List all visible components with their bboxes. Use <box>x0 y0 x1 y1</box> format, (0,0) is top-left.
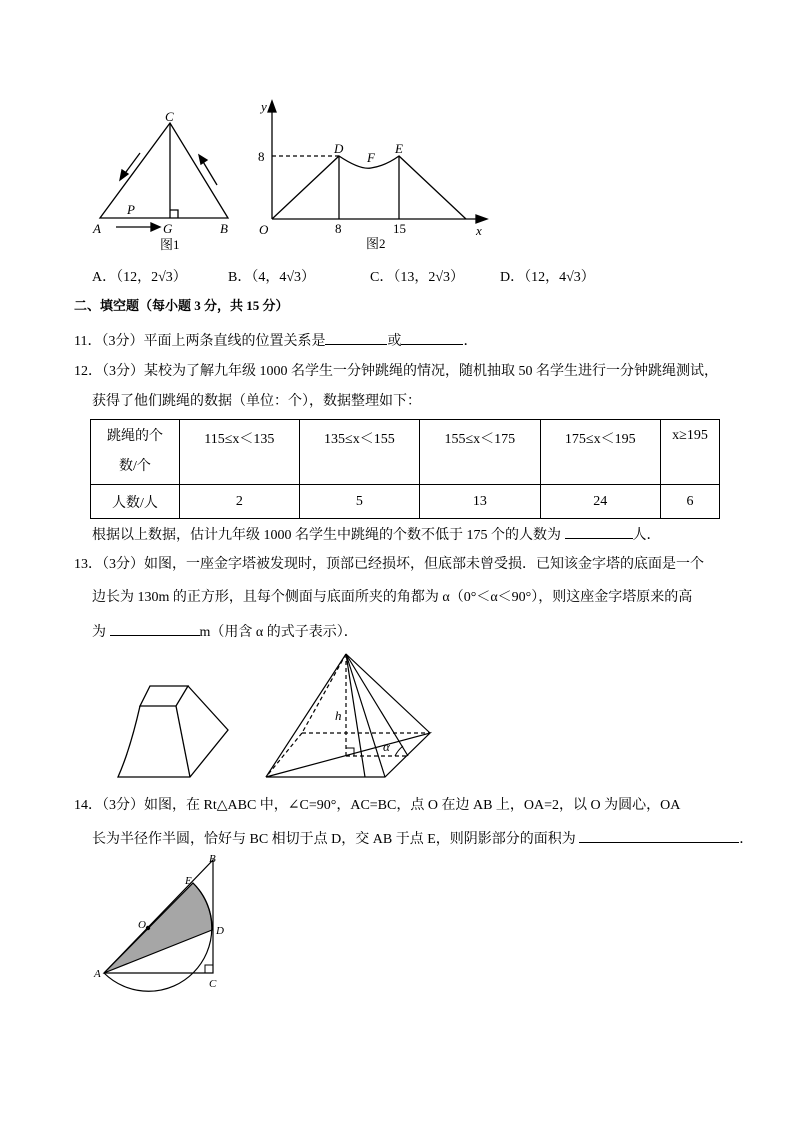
figure-2-graph <box>268 101 487 223</box>
pyramid-figure <box>266 654 430 777</box>
fig2-caption: 图2 <box>366 236 386 251</box>
question-12-line3: 根据以上数据，估计九年级 1000 名学生中跳绳的个数不低于 175 个的人数为 人． <box>92 524 661 546</box>
question-11: 11．（3分）平面上两条直线的位置关系是 或 ． <box>74 330 477 352</box>
fig1-caption: 图1 <box>160 237 180 252</box>
alpha-label: α <box>383 739 390 754</box>
label-a: A <box>93 221 101 236</box>
question-12-line1: 12．（3分）某校为了解九年级 1000 名学生一分钟跳绳的情况，随机抽取 50 名学生进行一分钟跳绳测试， <box>74 364 718 379</box>
option-d: D．（12，4√3） <box>500 270 595 285</box>
semicircle-figure <box>104 860 213 991</box>
label-p: P <box>127 202 135 217</box>
label-e: E <box>185 875 192 887</box>
label-b: B <box>220 221 228 236</box>
shaded-region <box>104 883 212 973</box>
label-b: B <box>209 853 216 865</box>
answer-blank[interactable] <box>325 330 387 345</box>
y-tick-8: 8 <box>258 149 265 164</box>
origin-label: O <box>259 222 269 237</box>
answer-blank[interactable] <box>110 621 200 636</box>
arrow-bc <box>202 160 217 185</box>
x-tick-8: 8 <box>335 221 342 236</box>
question-14-line2: 长为半径作半圆，恰好与 BC 相切于点 D，交 AB 于点 E，则阴影部分的面积为 ． <box>92 828 753 850</box>
answer-blank[interactable] <box>565 524 633 539</box>
question-14-line1: 14．（3分）如图，在 Rt△ABC 中，∠C=90°，AC=BC，点 O 在边 AB 上，OA=2，以 O 为圆心，OA <box>74 798 681 813</box>
label-o: O <box>138 919 146 931</box>
table-row: 人数/人 2 5 13 24 6 <box>91 485 720 519</box>
figure-1-triangle <box>100 123 228 231</box>
option-a: A．（12，2√3） <box>92 270 187 285</box>
label-f: F <box>367 150 375 165</box>
label-c: C <box>209 978 217 990</box>
section-title: 二、填空题（每小题 3 分，共 15 分） <box>74 298 289 313</box>
question-13-line3: 为 m（用含 α 的式子表示）． <box>92 621 358 643</box>
x-tick-15: 15 <box>393 221 406 236</box>
axis-y-label: y <box>261 99 267 114</box>
label-d: D <box>334 141 344 156</box>
label-d: D <box>216 925 224 937</box>
label-a: A <box>94 968 101 980</box>
answer-blank[interactable] <box>579 828 739 843</box>
option-c: C．（13，2√3） <box>370 270 465 285</box>
answer-blank[interactable] <box>401 330 463 345</box>
option-b: B．（4，4√3） <box>228 270 316 285</box>
jump-rope-table <box>90 419 720 519</box>
damaged-pyramid-figure <box>118 686 228 777</box>
label-e: E <box>395 141 403 156</box>
axis-x-label: x <box>476 223 482 238</box>
question-13-line2: 边长为 130m 的正方形，且每个侧面与底面所夹的角都为 α（0°＜α＜90°），则这座金字塔原来的高 <box>92 590 693 605</box>
table-row: 跳绳的个 数/个 115≤x＜135 135≤x＜155 155≤x＜175 175≤x＜195 x≥195 <box>91 420 720 485</box>
label-c: C <box>165 109 174 124</box>
height-label: h <box>335 708 342 723</box>
label-g: G <box>163 221 173 236</box>
question-13-line1: 13．（3分）如图，一座金字塔被发现时，顶部已经损坏，但底部未曾受损．已知该金字塔的底面是一个 <box>74 557 704 572</box>
question-12-line2: 获得了他们跳绳的数据（单位：个），数据整理如下： <box>92 394 421 409</box>
